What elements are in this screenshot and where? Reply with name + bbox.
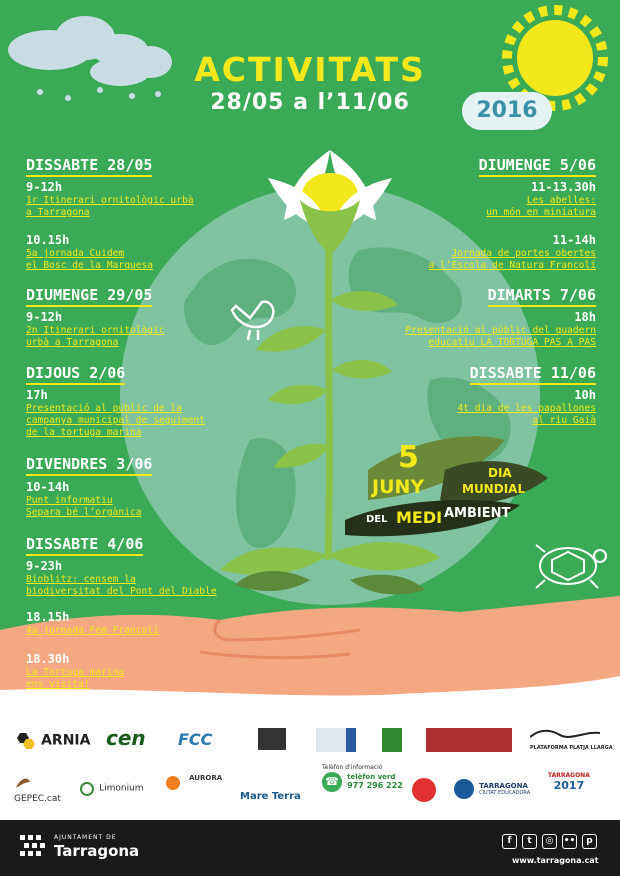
year-badge: 2016	[462, 92, 552, 130]
event-item	[405, 310, 596, 349]
event-link[interactable]: a Tarragona	[26, 207, 90, 218]
facebook-icon[interactable]: f	[502, 834, 517, 849]
event-time: 11-14h	[552, 233, 596, 247]
tgn-educadora-text: TARRAGONA	[479, 781, 528, 790]
phone-info-label: Telèfon d'informació	[322, 764, 383, 771]
badge-mundial: MUNDIAL	[462, 482, 526, 496]
website-link[interactable]: www.tarragona.cat	[512, 856, 599, 865]
instagram-icon[interactable]: ◎	[542, 834, 557, 849]
globe-icon	[454, 779, 474, 799]
telefon-verd-logo	[322, 764, 403, 792]
phone-number[interactable]: 977 296 222	[347, 781, 403, 790]
tgn-2017-year: 2017	[553, 779, 585, 792]
day-heading: DISSABTE 11/06	[470, 364, 596, 385]
event-time: 18h	[574, 310, 596, 324]
event-link[interactable]: Presentació al públic del quadern	[405, 325, 596, 336]
event-link[interactable]: biodiversitat del Pont del Diable	[26, 586, 217, 597]
rain-drops	[37, 87, 161, 101]
event-link[interactable]: La Tortuga marina	[26, 667, 125, 678]
event-link[interactable]: 2n Itinerari ornitològic	[26, 325, 165, 336]
limonium-text: Limonium	[99, 783, 144, 794]
day-heading: DIUMENGE 5/06	[479, 156, 596, 177]
event-link[interactable]: de la tortuga marina	[26, 427, 142, 438]
sponsor-logo-blue	[316, 728, 346, 752]
phone-icon: ☎	[322, 772, 342, 792]
event-link[interactable]: el Bosc de la Marquesa	[26, 260, 154, 271]
badge-day-number: 5	[398, 440, 419, 475]
event-link[interactable]: al riu Gaià	[532, 415, 596, 426]
tarragona-crest-icon	[18, 833, 48, 863]
gepec-icon	[14, 774, 32, 790]
event-link[interactable]: Bioblitz: censem la	[26, 574, 136, 585]
tarragona-educadora-logo	[454, 778, 530, 799]
event-link[interactable]: un món en miniatura	[486, 207, 596, 218]
clouds	[8, 16, 172, 86]
arnia-logo	[16, 730, 90, 750]
tgn-educadora-sub: CIUTAT EDUCADORA	[479, 789, 531, 796]
event-item	[486, 180, 596, 219]
event-item	[26, 652, 124, 691]
sponsor-logo-red-circle	[412, 778, 436, 802]
event-time: 17h	[26, 388, 48, 402]
event-item	[428, 233, 596, 272]
badge-dia: DIA	[488, 466, 512, 480]
tarragona-2017-logo	[548, 772, 590, 792]
badge-medi: MEDI	[396, 508, 443, 527]
wave-icon	[530, 727, 600, 741]
event-link[interactable]: 4t dia de les papallones	[457, 403, 596, 414]
event-link[interactable]: Presentació al públic de la	[26, 403, 182, 414]
day-heading: DIUMENGE 29/05	[26, 286, 152, 307]
sponsor-logo-dark	[258, 728, 286, 750]
event-link[interactable]: a l’Escola de Natura Francolí	[428, 260, 596, 271]
platja-llarga-text: PLATAFORMA PLATJA LLARGA	[530, 745, 613, 751]
limonium-icon	[80, 782, 94, 796]
twitter-icon[interactable]: t	[522, 834, 537, 849]
arnia-icon	[16, 732, 36, 750]
limonium-logo	[80, 778, 144, 797]
badge-month: JUNY	[372, 476, 425, 498]
day-heading: DISSABTE 28/05	[26, 156, 152, 177]
phone-verd-text: telèfon verd	[347, 773, 396, 781]
day-heading: DISSABTE 4/06	[26, 535, 143, 556]
event-item	[26, 180, 194, 219]
event-time: 9-12h	[26, 180, 63, 194]
event-link[interactable]: 5a jornada Cuidem	[26, 248, 125, 259]
turtle-icon	[536, 545, 606, 588]
event-link[interactable]: Separa bé l’orgànica	[26, 507, 142, 518]
event-time: 9-23h	[26, 559, 63, 573]
event-time: 18.15h	[26, 610, 70, 624]
sponsor-logo-green	[382, 728, 402, 752]
gepec-text: GEPEC.cat	[14, 794, 61, 804]
sponsor-logo-red	[426, 728, 512, 752]
fcc-text: FCC	[178, 730, 213, 749]
event-link[interactable]: urbà a Tarragona	[26, 337, 119, 348]
event-time: 10-14h	[26, 480, 70, 494]
event-item	[26, 310, 165, 349]
tgn-2017-text: TARRAGONA	[548, 772, 590, 779]
event-time: 18.30h	[26, 652, 70, 666]
date-range: 28/05 a l’11/06	[210, 90, 410, 115]
flower-stem	[328, 215, 330, 560]
sponsor-logo-blue-bar	[346, 728, 356, 752]
event-link[interactable]: ens visita!	[26, 679, 90, 690]
cen-logo	[106, 726, 146, 750]
event-item	[457, 388, 596, 427]
arnia-text: ARNIA	[41, 732, 91, 749]
aurora-logo	[162, 774, 222, 796]
event-link[interactable]: Punt informatiu	[26, 495, 113, 506]
mare-terra-logo	[240, 784, 301, 803]
aurora-icon	[162, 774, 184, 792]
aurora-text: AURORA	[189, 774, 223, 782]
platja-llarga-logo	[530, 726, 613, 751]
ajuntament-label: AJUNTAMENT DE	[54, 834, 117, 841]
gepec-logo	[14, 774, 61, 804]
pinterest-icon[interactable]: p	[582, 834, 597, 849]
footer	[0, 820, 620, 876]
event-item	[26, 233, 153, 272]
event-link[interactable]: educatiu LA TORTUGA PAS A PAS	[428, 337, 596, 348]
event-time: 10.15h	[26, 233, 70, 247]
badge-del: DEL	[366, 514, 388, 525]
event-link[interactable]: campanya municipal de seguiment	[26, 415, 206, 426]
page-title: ACTIVITATS	[194, 50, 426, 89]
event-time: 9-12h	[26, 310, 63, 324]
event-time: 10h	[574, 388, 596, 402]
day-heading: DIMARTS 7/06	[488, 286, 596, 307]
city-name: Tarragona	[54, 842, 140, 860]
event-time: 11-13.30h	[530, 180, 596, 194]
event-link[interactable]: 1r Itinerari ornitològic urbà	[26, 195, 194, 206]
fcc-logo	[178, 730, 212, 749]
event-link[interactable]: Les abelles:	[526, 195, 596, 206]
mare-terra-text: Mare Terra	[240, 791, 301, 802]
day-heading: DIJOUS 2/06	[26, 364, 125, 385]
sponsor-logos	[0, 700, 620, 820]
day-heading: DIVENDRES 3/06	[26, 455, 152, 476]
flickr-icon[interactable]: ••	[562, 834, 577, 849]
event-item	[26, 559, 217, 598]
event-item	[26, 388, 205, 439]
event-item	[26, 610, 159, 637]
event-item	[26, 480, 142, 519]
badge-ambient: AMBIENT	[444, 506, 511, 521]
cen-text: cen	[106, 726, 146, 750]
event-link[interactable]: Jornada de portes obertes	[451, 248, 596, 259]
event-link[interactable]: 4a jornada Fem Francolí	[26, 625, 159, 636]
